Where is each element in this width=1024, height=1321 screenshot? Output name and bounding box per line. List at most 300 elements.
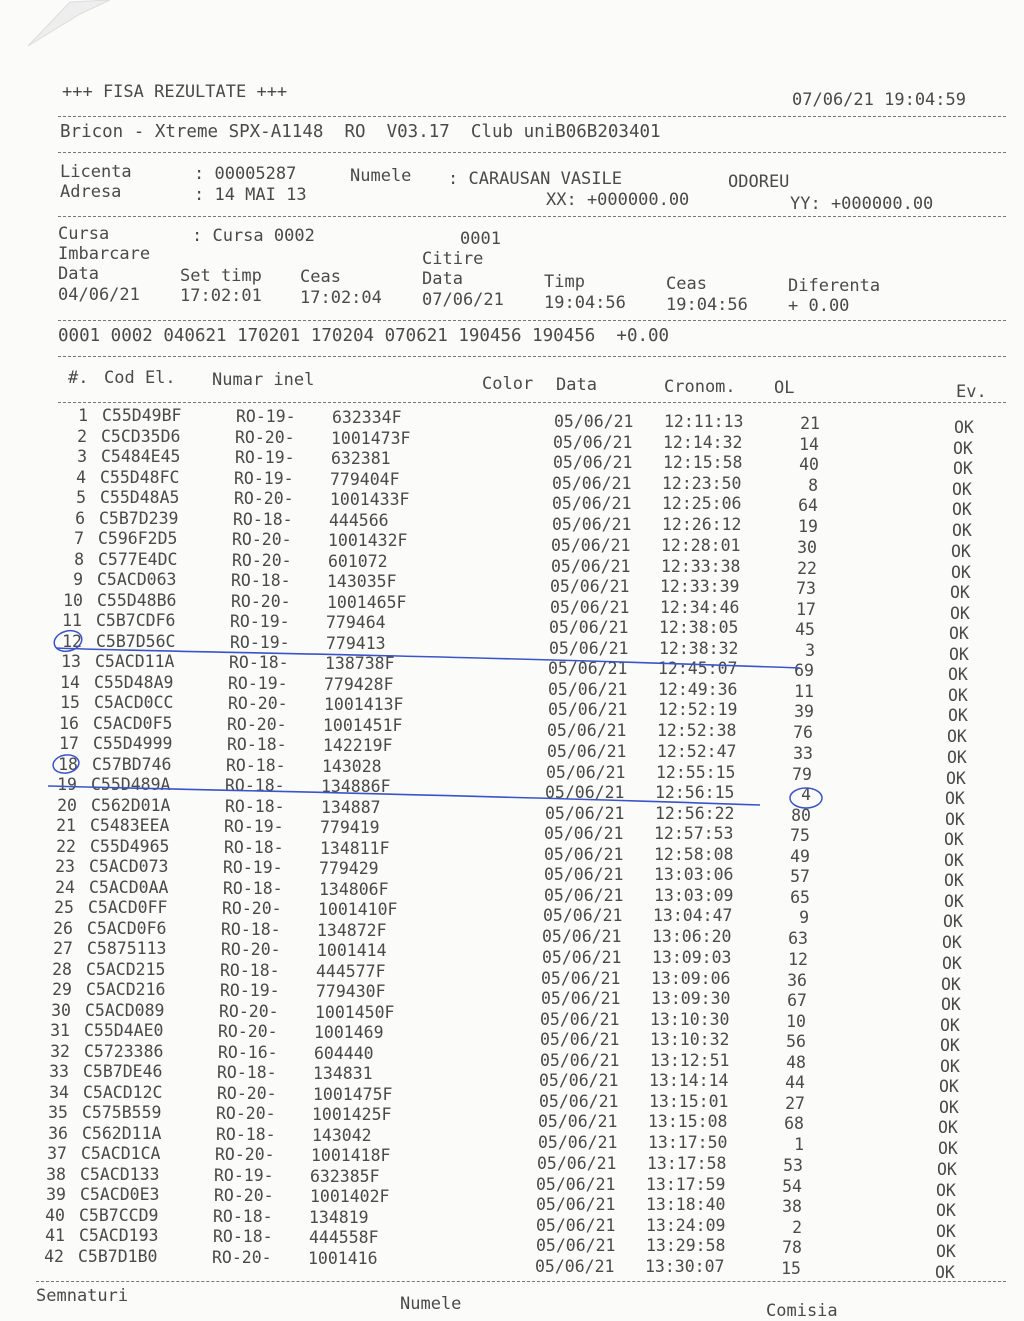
numele-footer-label: Numele xyxy=(400,1294,462,1314)
row-inel-prefix: RO-19- xyxy=(236,407,296,426)
row-ol: 4 xyxy=(801,785,811,804)
row-data: 05/06/21 xyxy=(541,969,621,988)
row-cronom: 12:38:05 xyxy=(659,618,739,637)
row-ev: OK xyxy=(944,892,964,911)
row-ev: OK xyxy=(953,459,973,478)
row-cronom: 12:52:38 xyxy=(657,721,737,740)
row-inel-number: 134806F xyxy=(319,880,389,899)
row-inel-prefix: RO-20- xyxy=(222,899,282,918)
row-cronom: 12:34:46 xyxy=(660,598,740,617)
row-number: 33 xyxy=(49,1062,69,1081)
row-cod-el: C55D48FC xyxy=(100,468,180,487)
row-ol: 12 xyxy=(788,950,808,969)
row-ol: 9 xyxy=(799,908,809,927)
row-ol: 22 xyxy=(797,559,817,578)
row-inel-number: 444577F xyxy=(316,962,386,981)
row-cod-el: C5B7D1B0 xyxy=(78,1247,158,1266)
row-cod-el: C5723386 xyxy=(84,1042,164,1061)
sheet-title: +++ FISA REZULTATE +++ xyxy=(62,82,288,102)
semnaturi-label: Semnaturi xyxy=(36,1286,129,1306)
row-inel-number: 1001475F xyxy=(313,1085,393,1104)
timp-value: 19:04:56 xyxy=(544,293,626,313)
row-number: 8 xyxy=(74,550,84,569)
row-inel-number: 444558F xyxy=(309,1228,379,1247)
row-number: 39 xyxy=(46,1185,66,1204)
row-cod-el: C562D01A xyxy=(91,796,171,815)
row-ev: OK xyxy=(947,748,967,767)
row-cronom: 13:15:08 xyxy=(648,1112,728,1131)
row-ol: 56 xyxy=(786,1032,806,1051)
row-ev: OK xyxy=(936,1242,956,1261)
row-inel-number: 779428F xyxy=(324,675,394,694)
row-inel-prefix: RO-20- xyxy=(227,715,287,734)
row-cronom: 12:14:32 xyxy=(663,433,743,452)
diferenta-label: Diferenta xyxy=(788,276,881,296)
col-data: Data xyxy=(556,375,597,395)
row-cronom: 13:06:20 xyxy=(652,927,732,946)
row-ol: 11 xyxy=(794,682,814,701)
settimp-label: Set timp xyxy=(180,266,262,286)
row-ol: 14 xyxy=(799,435,819,454)
row-inel-number: 1001465F xyxy=(327,593,407,612)
row-data: 05/06/21 xyxy=(536,1216,616,1235)
row-ev: OK xyxy=(936,1222,956,1241)
row-inel-number: 134872F xyxy=(317,921,387,940)
row-ol: 54 xyxy=(782,1177,802,1196)
row-number: 42 xyxy=(44,1247,64,1266)
row-cod-el: C5484E45 xyxy=(101,447,181,466)
row-cronom: 12:56:15 xyxy=(655,783,735,802)
row-ol: 40 xyxy=(799,455,819,474)
row-number: 32 xyxy=(50,1042,70,1061)
row-inel-prefix: RO-20- xyxy=(232,530,292,549)
row-cod-el: C5483EEA xyxy=(90,816,170,835)
row-ev: OK xyxy=(936,1201,956,1220)
row-cronom: 12:28:01 xyxy=(661,536,741,555)
col-ol: OL xyxy=(774,378,795,398)
row-inel-number: 779430F xyxy=(316,982,386,1001)
row-ev: OK xyxy=(942,954,962,973)
row-cod-el: C5ACD0F5 xyxy=(93,714,173,733)
row-inel-prefix: RO-18- xyxy=(227,735,287,754)
row-cod-el: C55D48A5 xyxy=(100,488,180,507)
row-inel-prefix: RO-19- xyxy=(235,448,295,467)
row-inel-prefix: RO-18- xyxy=(224,838,284,857)
row-number: 1 xyxy=(78,406,88,425)
row-number: 2 xyxy=(77,427,87,446)
row-ol: 44 xyxy=(785,1073,805,1092)
row-ev: OK xyxy=(948,665,968,684)
row-number: 30 xyxy=(51,1001,71,1020)
row-inel-prefix: RO-19- xyxy=(220,981,280,1000)
row-inel-number: 1001410F xyxy=(318,900,398,919)
row-number: 11 xyxy=(62,611,82,630)
row-ol: 39 xyxy=(794,702,814,721)
row-inel-prefix: RO-18- xyxy=(220,961,280,980)
row-cod-el: C5B7D239 xyxy=(99,509,179,528)
licenta-label: Licenta xyxy=(60,162,132,182)
row-data: 05/06/21 xyxy=(542,948,622,967)
row-ol: 78 xyxy=(782,1238,802,1257)
adresa-value: : 14 MAI 13 xyxy=(194,185,307,205)
row-data: 05/06/21 xyxy=(536,1195,616,1214)
row-ol: 48 xyxy=(786,1053,806,1072)
row-number: 13 xyxy=(61,652,81,671)
row-inel-number: 779419 xyxy=(320,818,380,837)
row-inel-number: 1001402F xyxy=(310,1187,390,1206)
row-inel-number: 134886F xyxy=(321,777,391,796)
row-data: 05/06/21 xyxy=(544,824,624,843)
row-data: 05/06/21 xyxy=(541,989,621,1008)
row-cod-el: C5ACD215 xyxy=(86,960,166,979)
row-ev: OK xyxy=(953,439,973,458)
row-inel-prefix: RO-18- xyxy=(233,510,293,529)
comisia-label: Comisia xyxy=(766,1301,838,1321)
row-data: 05/06/21 xyxy=(544,886,624,905)
row-ev: OK xyxy=(941,975,961,994)
ceas2-value: 19:04:56 xyxy=(666,295,748,315)
row-ev: OK xyxy=(945,789,965,808)
pen-circle-row-18 xyxy=(52,753,81,775)
row-ev: OK xyxy=(943,912,963,931)
row-cronom: 12:38:32 xyxy=(659,639,739,658)
row-cod-el: C5ACD0CC xyxy=(94,693,174,712)
row-cod-el: C5ACD216 xyxy=(86,980,166,999)
row-number: 14 xyxy=(60,673,80,692)
row-data: 05/06/21 xyxy=(550,577,630,596)
row-cronom: 13:29:58 xyxy=(646,1236,726,1255)
row-ol: 49 xyxy=(790,847,810,866)
row-number: 19 xyxy=(57,775,77,794)
divider xyxy=(36,1281,1006,1282)
row-ev: OK xyxy=(939,1098,959,1117)
row-number: 3 xyxy=(77,447,87,466)
row-inel-number: 1001414 xyxy=(317,941,387,960)
row-number: 25 xyxy=(54,898,74,917)
row-cod-el: C562D11A xyxy=(82,1124,162,1143)
row-cronom: 12:11:13 xyxy=(664,412,744,431)
row-cod-el: C57BD746 xyxy=(92,755,172,774)
pen-underline-row-19 xyxy=(48,786,760,805)
row-ol: 19 xyxy=(798,517,818,536)
numele-label: Numele xyxy=(350,166,412,186)
row-inel-prefix: RO-19- xyxy=(214,1166,274,1185)
row-cod-el: C5ACD193 xyxy=(79,1226,159,1245)
row-inel-prefix: RO-20- xyxy=(217,1084,277,1103)
row-cronom: 12:45:07 xyxy=(658,659,738,678)
row-inel-prefix: RO-20- xyxy=(232,551,292,570)
row-cronom: 12:33:39 xyxy=(660,577,740,596)
row-ol: 45 xyxy=(795,620,815,639)
row-number: 12 xyxy=(62,632,82,651)
imbarcare-label: Imbarcare xyxy=(58,244,151,264)
row-inel-number: 779413 xyxy=(326,634,386,653)
row-cronom: 13:18:40 xyxy=(646,1195,726,1214)
row-number: 38 xyxy=(46,1165,66,1184)
row-ol: 73 xyxy=(796,579,816,598)
row-cod-el: C5ACD073 xyxy=(89,857,169,876)
row-inel-prefix: RO-18- xyxy=(231,571,291,590)
row-data: 05/06/21 xyxy=(538,1112,618,1131)
row-cod-el: C5ACD0F6 xyxy=(87,919,167,938)
timp-label: Timp xyxy=(544,272,585,292)
row-inel-prefix: RO-19- xyxy=(228,674,288,693)
row-inel-prefix: RO-20- xyxy=(216,1104,276,1123)
row-ol: 53 xyxy=(783,1156,803,1175)
row-inel-prefix: RO-18- xyxy=(225,776,285,795)
row-cod-el: C5ACD0AA xyxy=(89,878,169,897)
row-ol: 69 xyxy=(794,661,814,680)
col-color: Color xyxy=(482,374,534,394)
row-ev: OK xyxy=(950,583,970,602)
row-ev: OK xyxy=(937,1160,957,1179)
row-inel-prefix: RO-18- xyxy=(229,653,289,672)
row-number: 41 xyxy=(45,1226,65,1245)
row-inel-number: 604440 xyxy=(314,1044,374,1063)
row-inel-number: 632334F xyxy=(332,408,402,427)
row-cronom: 13:12:51 xyxy=(650,1051,730,1070)
row-cod-el: C55D4965 xyxy=(90,837,170,856)
row-data: 05/06/21 xyxy=(536,1175,616,1194)
row-cod-el: C55D4AE0 xyxy=(84,1021,164,1040)
row-ol: 65 xyxy=(790,888,810,907)
row-data: 05/06/21 xyxy=(540,1051,620,1070)
row-cronom: 12:58:08 xyxy=(654,845,734,864)
row-number: 37 xyxy=(47,1144,67,1163)
owner-city: ODOREU xyxy=(728,172,790,192)
row-cod-el: C5B7DE46 xyxy=(83,1062,163,1081)
row-inel-number: 1001433F xyxy=(330,490,410,509)
row-data: 05/06/21 xyxy=(548,700,628,719)
citire-data-value: 07/06/21 xyxy=(422,290,504,310)
row-inel-number: 1001413F xyxy=(324,695,404,714)
data-value: 04/06/21 xyxy=(58,285,140,305)
col-cronom: Cronom. xyxy=(664,377,736,397)
race-summary-line: 0001 0002 040621 170201 170204 070621 190456 190456 +0.00 xyxy=(58,326,670,346)
row-data: 05/06/21 xyxy=(547,721,627,740)
row-ev: OK xyxy=(951,563,971,582)
col-ev: Ev. xyxy=(956,382,987,402)
row-data: 05/06/21 xyxy=(539,1092,619,1111)
row-cronom: 13:03:06 xyxy=(654,865,734,884)
row-cod-el: C577E4DC xyxy=(98,550,178,569)
row-cronom: 13:09:03 xyxy=(652,948,732,967)
row-data: 05/06/21 xyxy=(540,1030,620,1049)
row-inel-number: 1001418F xyxy=(311,1146,391,1165)
row-number: 26 xyxy=(53,919,73,938)
numele-value: : CARAUSAN VASILE xyxy=(448,169,622,189)
row-ol: 17 xyxy=(796,600,816,619)
row-number: 5 xyxy=(76,488,86,507)
adresa-label: Adresa xyxy=(60,182,122,202)
row-data: 05/06/21 xyxy=(548,680,628,699)
row-ev: OK xyxy=(939,1077,959,1096)
row-inel-number: 1001451F xyxy=(323,716,403,735)
row-number: 23 xyxy=(55,857,75,876)
row-cronom: 13:17:58 xyxy=(647,1154,727,1173)
row-inel-number: 134811F xyxy=(320,839,390,858)
row-ol: 75 xyxy=(790,826,810,845)
row-inel-prefix: RO-18- xyxy=(213,1227,273,1246)
row-data: 05/06/21 xyxy=(552,494,632,513)
row-inel-prefix: RO-20- xyxy=(215,1145,275,1164)
row-cod-el: C5ACD0FF xyxy=(88,898,168,917)
row-number: 4 xyxy=(76,468,86,487)
row-ol: 1 xyxy=(794,1135,804,1154)
row-inel-number: 779464 xyxy=(326,613,386,632)
row-data: 05/06/21 xyxy=(544,865,624,884)
row-inel-number: 779404F xyxy=(330,470,400,489)
ceas-label: Ceas xyxy=(300,267,341,287)
row-cod-el: C55D4999 xyxy=(93,734,173,753)
row-ol: 64 xyxy=(798,496,818,515)
settimp-value: 17:02:01 xyxy=(180,286,262,306)
row-ol: 68 xyxy=(784,1114,804,1133)
row-cod-el: C5CD35D6 xyxy=(101,427,181,446)
row-data: 05/06/21 xyxy=(551,536,631,555)
row-inel-prefix: RO-20- xyxy=(218,1022,278,1041)
row-inel-prefix: RO-18- xyxy=(217,1063,277,1082)
row-data: 05/06/21 xyxy=(540,1010,620,1029)
row-data: 05/06/21 xyxy=(553,433,633,452)
row-inel-prefix: RO-18- xyxy=(213,1207,273,1226)
row-ev: OK xyxy=(941,995,961,1014)
row-number: 9 xyxy=(73,570,83,589)
row-ol: 15 xyxy=(781,1259,801,1278)
row-ol: 30 xyxy=(797,538,817,557)
coord-yy: YY: +000000.00 xyxy=(790,194,934,214)
col-number: #. xyxy=(68,368,89,388)
row-inel-number: 134819 xyxy=(309,1208,369,1227)
row-ev: OK xyxy=(940,1036,960,1055)
row-inel-number: 1001450F xyxy=(315,1003,395,1022)
row-ol: 27 xyxy=(785,1094,805,1113)
col-cod: Cod El. xyxy=(104,368,176,388)
row-data: 05/06/21 xyxy=(547,742,627,761)
row-cod-el: C55D489A xyxy=(91,775,171,794)
row-inel-prefix: RO-19- xyxy=(234,469,294,488)
row-data: 05/06/21 xyxy=(549,639,629,658)
row-inel-number: 1001425F xyxy=(312,1105,392,1124)
row-ev: OK xyxy=(952,521,972,540)
row-inel-number: 143035F xyxy=(327,572,397,591)
row-number: 24 xyxy=(55,878,75,897)
row-inel-number: 134887 xyxy=(321,798,381,817)
row-cronom: 13:10:30 xyxy=(650,1010,730,1029)
row-cronom: 12:15:58 xyxy=(663,453,743,472)
row-cronom: 12:57:53 xyxy=(654,824,734,843)
row-cronom: 13:04:47 xyxy=(653,906,733,925)
row-inel-number: 1001469 xyxy=(314,1023,384,1042)
row-cod-el: C5ACD063 xyxy=(97,570,177,589)
row-inel-prefix: RO-19- xyxy=(230,633,290,652)
row-ev: OK xyxy=(944,871,964,890)
row-data: 05/06/21 xyxy=(552,474,632,493)
row-data: 05/06/21 xyxy=(554,412,634,431)
row-number: 28 xyxy=(52,960,72,979)
row-inel-number: 632385F xyxy=(310,1167,380,1186)
row-cod-el: C55D48B6 xyxy=(97,591,177,610)
row-inel-prefix: RO-19- xyxy=(223,858,283,877)
row-ol: 63 xyxy=(788,929,808,948)
cursa-label: Cursa xyxy=(58,224,110,244)
row-ol: 21 xyxy=(800,414,820,433)
row-data: 05/06/21 xyxy=(546,763,626,782)
row-ev: OK xyxy=(935,1263,955,1282)
row-cronom: 12:33:38 xyxy=(661,557,741,576)
row-inel-number: 134831 xyxy=(313,1064,373,1083)
row-cod-el: C5ACD089 xyxy=(85,1001,165,1020)
row-inel-number: 779429 xyxy=(319,859,379,878)
licenta-value: : 00005287 xyxy=(194,164,297,184)
row-cod-el: C55D48A9 xyxy=(94,673,174,692)
row-inel-prefix: RO-18- xyxy=(216,1125,276,1144)
row-inel-number: 143042 xyxy=(312,1126,372,1145)
row-data: 05/06/21 xyxy=(539,1071,619,1090)
row-inel-number: 601072 xyxy=(328,552,388,571)
row-cod-el: C575B559 xyxy=(82,1103,162,1122)
row-inel-prefix: RO-18- xyxy=(223,879,283,898)
row-cronom: 12:25:06 xyxy=(662,494,742,513)
row-number: 31 xyxy=(50,1021,70,1040)
row-inel-prefix: RO-19- xyxy=(230,612,290,631)
row-data: 05/06/21 xyxy=(545,783,625,802)
row-ol: 79 xyxy=(792,765,812,784)
row-inel-prefix: RO-20- xyxy=(212,1248,272,1267)
row-cronom: 13:30:07 xyxy=(645,1257,725,1276)
data-label: Data xyxy=(58,264,99,284)
row-ol: 33 xyxy=(793,744,813,763)
row-inel-number: 142219F xyxy=(323,736,393,755)
row-ol: 36 xyxy=(787,971,807,990)
row-data: 05/06/21 xyxy=(549,618,629,637)
row-ol: 57 xyxy=(790,867,810,886)
row-number: 7 xyxy=(74,529,84,548)
row-number: 17 xyxy=(59,734,79,753)
row-cronom: 13:09:30 xyxy=(651,989,731,1008)
device-info: Bricon - Xtreme SPX-A1148 RO V03.17 Club uniB06B203401 xyxy=(60,122,661,142)
row-inel-number: 143028 xyxy=(322,757,382,776)
row-data: 05/06/21 xyxy=(536,1236,616,1255)
row-inel-prefix: RO-18- xyxy=(226,756,286,775)
ceas-value: 17:02:04 xyxy=(300,288,382,308)
row-ol: 67 xyxy=(787,991,807,1010)
row-inel-prefix: RO-19- xyxy=(224,817,284,836)
row-inel-number: 632381 xyxy=(331,449,391,468)
row-inel-prefix: RO-20- xyxy=(235,428,295,447)
row-cod-el: C5B7D56C xyxy=(96,632,176,651)
row-ol: 38 xyxy=(782,1197,802,1216)
row-cod-el: C5ACD12C xyxy=(83,1083,163,1102)
row-ev: OK xyxy=(947,727,967,746)
row-ev: OK xyxy=(940,1016,960,1035)
row-cod-el: C5B7CCD9 xyxy=(79,1206,159,1225)
row-ol: 10 xyxy=(786,1012,806,1031)
row-ev: OK xyxy=(952,500,972,519)
row-cod-el: C5ACD133 xyxy=(80,1165,160,1184)
row-data: 05/06/21 xyxy=(543,906,623,925)
row-cod-el: C5B7CDF6 xyxy=(96,611,176,630)
row-ev: OK xyxy=(946,769,966,788)
row-cronom: 13:24:09 xyxy=(646,1216,726,1235)
row-ev: OK xyxy=(948,686,968,705)
row-number: 21 xyxy=(56,816,76,835)
row-inel-number: 138738F xyxy=(325,654,395,673)
row-inel-prefix: RO-18- xyxy=(225,797,285,816)
row-cronom: 13:10:32 xyxy=(650,1030,730,1049)
row-cronom: 12:23:50 xyxy=(662,474,742,493)
row-cronom: 12:56:22 xyxy=(655,804,735,823)
